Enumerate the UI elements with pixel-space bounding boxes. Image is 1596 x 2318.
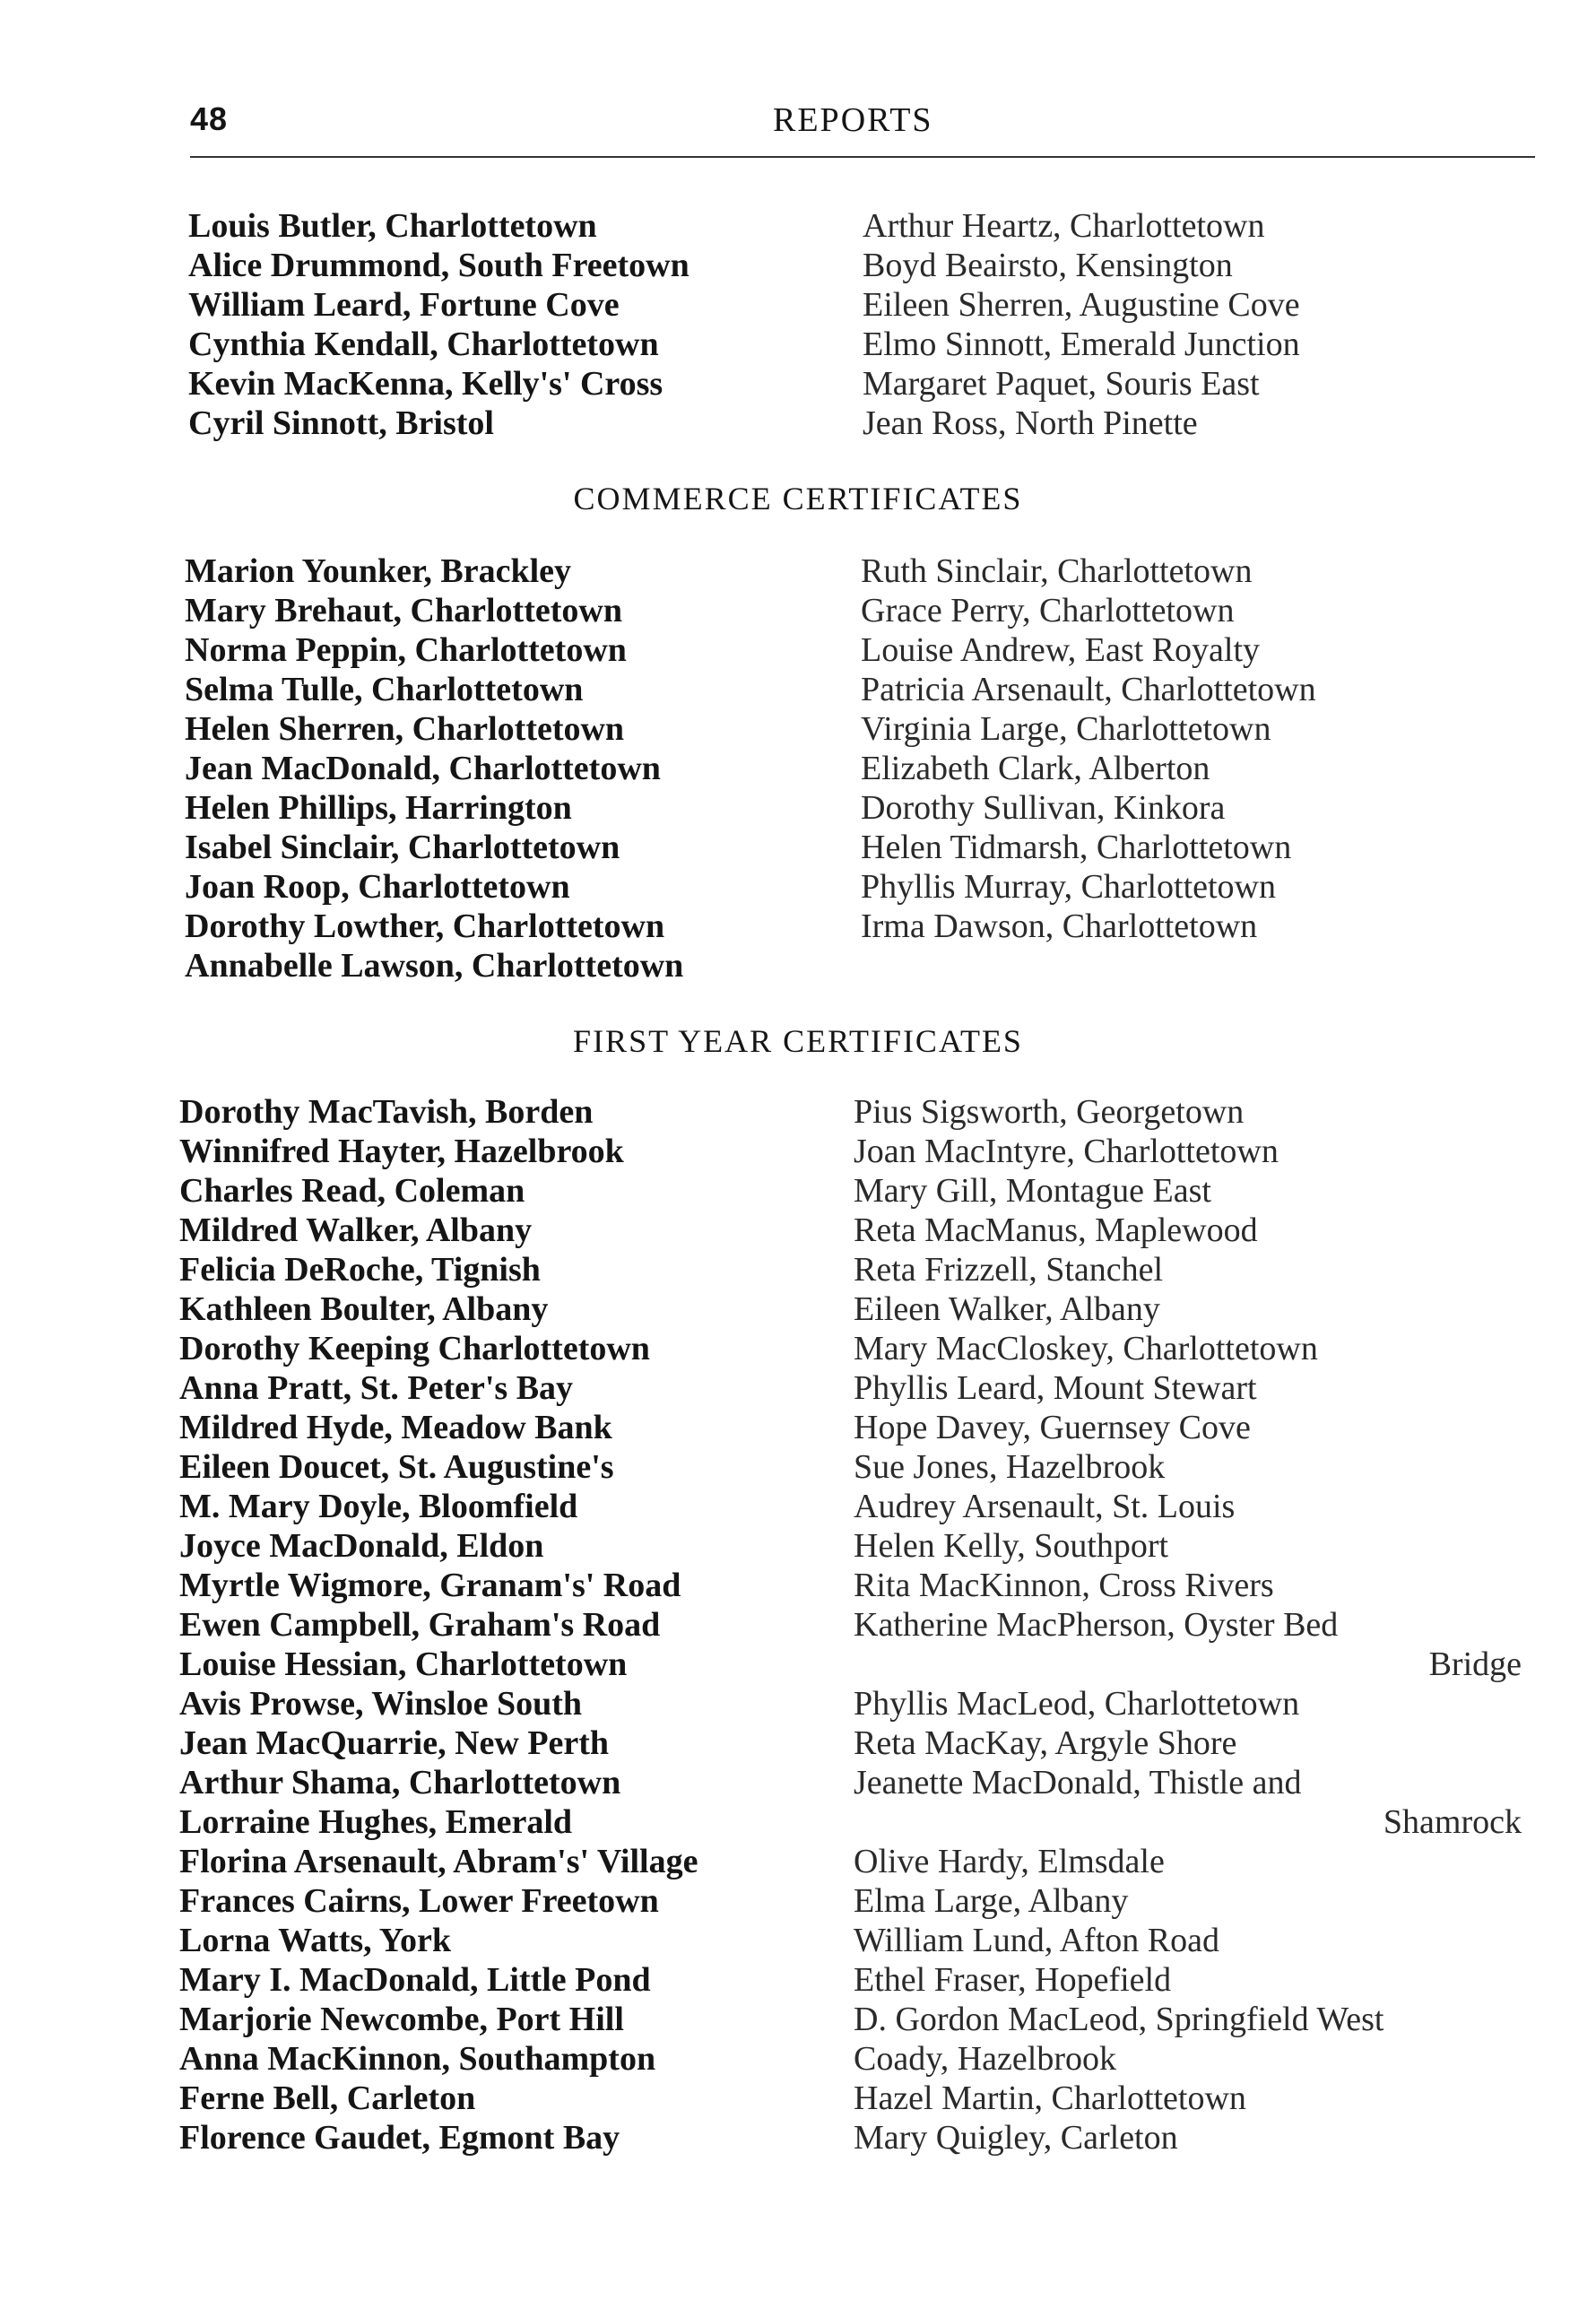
list-item: Louise Hessian, Charlottetown (179, 1645, 628, 1683)
running-title: REPORTS (773, 101, 933, 139)
list-item: Charles Read, Coleman (179, 1172, 525, 1210)
list-item: Joan MacIntyre, Charlottetown (854, 1133, 1279, 1170)
list-item: M. Mary Doyle, Bloomfield (179, 1488, 578, 1525)
list-item: Ethel Fraser, Hopefield (854, 1961, 1172, 1999)
list-item: Winnifred Hayter, Hazelbrook (179, 1133, 624, 1170)
list-item: Mary Quigley, Carleton (854, 2119, 1178, 2157)
list-item: Helen Tidmarsh, Charlottetown (861, 829, 1292, 866)
list-item: Elizabeth Clark, Alberton (861, 750, 1210, 787)
list-item: Marjorie Newcombe, Port Hill (179, 2001, 624, 2038)
list-item: Joan Roop, Charlottetown (185, 868, 570, 906)
list-item: Isabel Sinclair, Charlottetown (185, 829, 620, 866)
list-item: Kathleen Boulter, Albany (179, 1290, 549, 1328)
list-item: Myrtle Wigmore, Granam's' Road (179, 1567, 681, 1604)
list-item: Selma Tulle, Charlottetown (185, 671, 584, 708)
list-item: Dorothy MacTavish, Borden (179, 1093, 594, 1131)
page-number: 48 (190, 100, 229, 137)
list-item: Olive Hardy, Elmsdale (854, 1843, 1165, 1880)
list-item: Arthur Shama, Charlottetown (179, 1764, 621, 1801)
list-item: Lorna Watts, York (179, 1922, 451, 1959)
list-item: Sue Jones, Hazelbrook (854, 1448, 1166, 1486)
list-item: Lorraine Hughes, Emerald (179, 1803, 573, 1841)
list-item: Dorothy Lowther, Charlottetown (185, 907, 665, 945)
section-title-first-year: FIRST YEAR CERTIFICATES (573, 1023, 1023, 1059)
list-item: Cynthia Kendall, Charlottetown (188, 326, 659, 363)
list-item: Ferne Bell, Carleton (179, 2079, 476, 2117)
left-column (179, 1092, 698, 2157)
list-item: Eileen Doucet, St. Augustine's (179, 1448, 614, 1486)
list-item: Grace Perry, Charlottetown (861, 592, 1235, 629)
list-item: Audrey Arsenault, St. Louis (854, 1488, 1236, 1525)
list-item: Katherine MacPherson, Oyster Bed (854, 1606, 1339, 1644)
list-item: Annabelle Lawson, Charlottetown (185, 947, 684, 985)
list-item: Ruth Sinclair, Charlottetown (861, 552, 1253, 590)
list-item: Frances Cairns, Lower Freetown (179, 1882, 659, 1920)
graduates-list-continued (0, 206, 1596, 448)
list-item: Mary Gill, Montague East (854, 1172, 1211, 1210)
list-item-continuation: Shamrock (1383, 1803, 1522, 1841)
list-item: Phyllis Murray, Charlottetown (861, 868, 1276, 906)
commerce-list (0, 551, 1596, 991)
list-item: Arthur Heartz, Charlottetown (863, 207, 1265, 245)
list-item: Louis Butler, Charlottetown (188, 207, 597, 245)
list-item: Jeanette MacDonald, Thistle and (854, 1764, 1302, 1801)
list-item: Rita MacKinnon, Cross Rivers (854, 1567, 1274, 1604)
list-item: Louise Andrew, East Royalty (861, 631, 1261, 669)
list-item: Boyd Beairsto, Kensington (863, 247, 1233, 284)
list-item: D. Gordon MacLeod, Springfield West (854, 2001, 1384, 2038)
list-item: Dorothy Sullivan, Kinkora (861, 789, 1226, 827)
section-title-commerce: COMMERCE CERTIFICATES (573, 481, 1023, 517)
list-item: Irma Dawson, Charlottetown (861, 907, 1258, 945)
list-item: Reta MacKay, Argyle Shore (854, 1724, 1237, 1762)
left-column (185, 551, 683, 985)
list-item: Kevin MacKenna, Kelly's' Cross (188, 365, 664, 403)
list-item: Mary Brehaut, Charlottetown (185, 592, 622, 629)
list-item: Jean MacQuarrie, New Perth (179, 1724, 610, 1762)
list-item: Hazel Martin, Charlottetown (854, 2079, 1246, 2117)
list-item: Phyllis Leard, Mount Stewart (854, 1369, 1257, 1407)
list-item: Jean MacDonald, Charlottetown (185, 750, 661, 787)
list-item: Mildred Hyde, Meadow Bank (179, 1409, 612, 1446)
list-item: Marion Younker, Brackley (185, 552, 572, 590)
list-item: Jean Ross, North Pinette (863, 404, 1198, 442)
list-item: Pius Sigsworth, Georgetown (854, 1093, 1245, 1131)
first-year-list (0, 1092, 1596, 2168)
list-item: Florina Arsenault, Abram's' Village (179, 1843, 698, 1880)
list-item: Virginia Large, Charlottetown (861, 710, 1271, 748)
list-item: Phyllis MacLeod, Charlottetown (854, 1685, 1300, 1723)
list-item: Coady, Hazelbrook (854, 2040, 1116, 2078)
left-column (188, 206, 690, 443)
list-item: Mary MacCloskey, Charlottetown (854, 1330, 1318, 1367)
list-item: Elma Large, Albany (854, 1882, 1129, 1920)
list-item: Hope Davey, Guernsey Cove (854, 1409, 1251, 1446)
list-item: Elmo Sinnott, Emerald Junction (863, 326, 1300, 363)
list-item: Norma Peppin, Charlottetown (185, 631, 627, 669)
page-header (190, 100, 1535, 154)
list-item: Avis Prowse, Winsloe South (179, 1685, 583, 1723)
list-item: Helen Kelly, Southport (854, 1527, 1169, 1565)
list-item: Anna Pratt, St. Peter's Bay (179, 1369, 574, 1407)
list-item: Anna MacKinnon, Southampton (179, 2040, 656, 2078)
list-item: Cyril Sinnott, Bristol (188, 404, 494, 442)
list-item-continuation: Bridge (1428, 1645, 1522, 1683)
list-item: Reta Frizzell, Stanchel (854, 1251, 1164, 1289)
list-item: Mary I. MacDonald, Little Pond (179, 1961, 651, 1999)
list-item: Eileen Sherren, Augustine Cove (863, 286, 1300, 324)
list-item: Helen Phillips, Harrington (185, 789, 572, 827)
list-item: Patricia Arsenault, Charlottetown (861, 671, 1316, 708)
list-item: Margaret Paquet, Souris East (863, 365, 1260, 403)
right-column (863, 206, 1300, 443)
right-column (861, 551, 1316, 946)
list-item: Mildred Walker, Albany (179, 1211, 533, 1249)
list-item: Reta MacManus, Maplewood (854, 1211, 1258, 1249)
list-item: William Lund, Afton Road (854, 1922, 1219, 1959)
list-item: Eileen Walker, Albany (854, 1290, 1160, 1328)
list-item: William Leard, Fortune Cove (188, 286, 620, 324)
list-item: Florence Gaudet, Egmont Bay (179, 2119, 620, 2157)
list-item: Felicia DeRoche, Tignish (179, 1251, 541, 1289)
list-item: Ewen Campbell, Graham's Road (179, 1606, 661, 1644)
list-item: Alice Drummond, South Freetown (188, 247, 690, 284)
list-item: Helen Sherren, Charlottetown (185, 710, 625, 748)
list-item: Joyce MacDonald, Eldon (179, 1527, 544, 1565)
right-column (854, 1092, 1522, 2157)
header-rule (190, 156, 1535, 158)
list-item: Dorothy Keeping Charlottetown (179, 1330, 650, 1367)
